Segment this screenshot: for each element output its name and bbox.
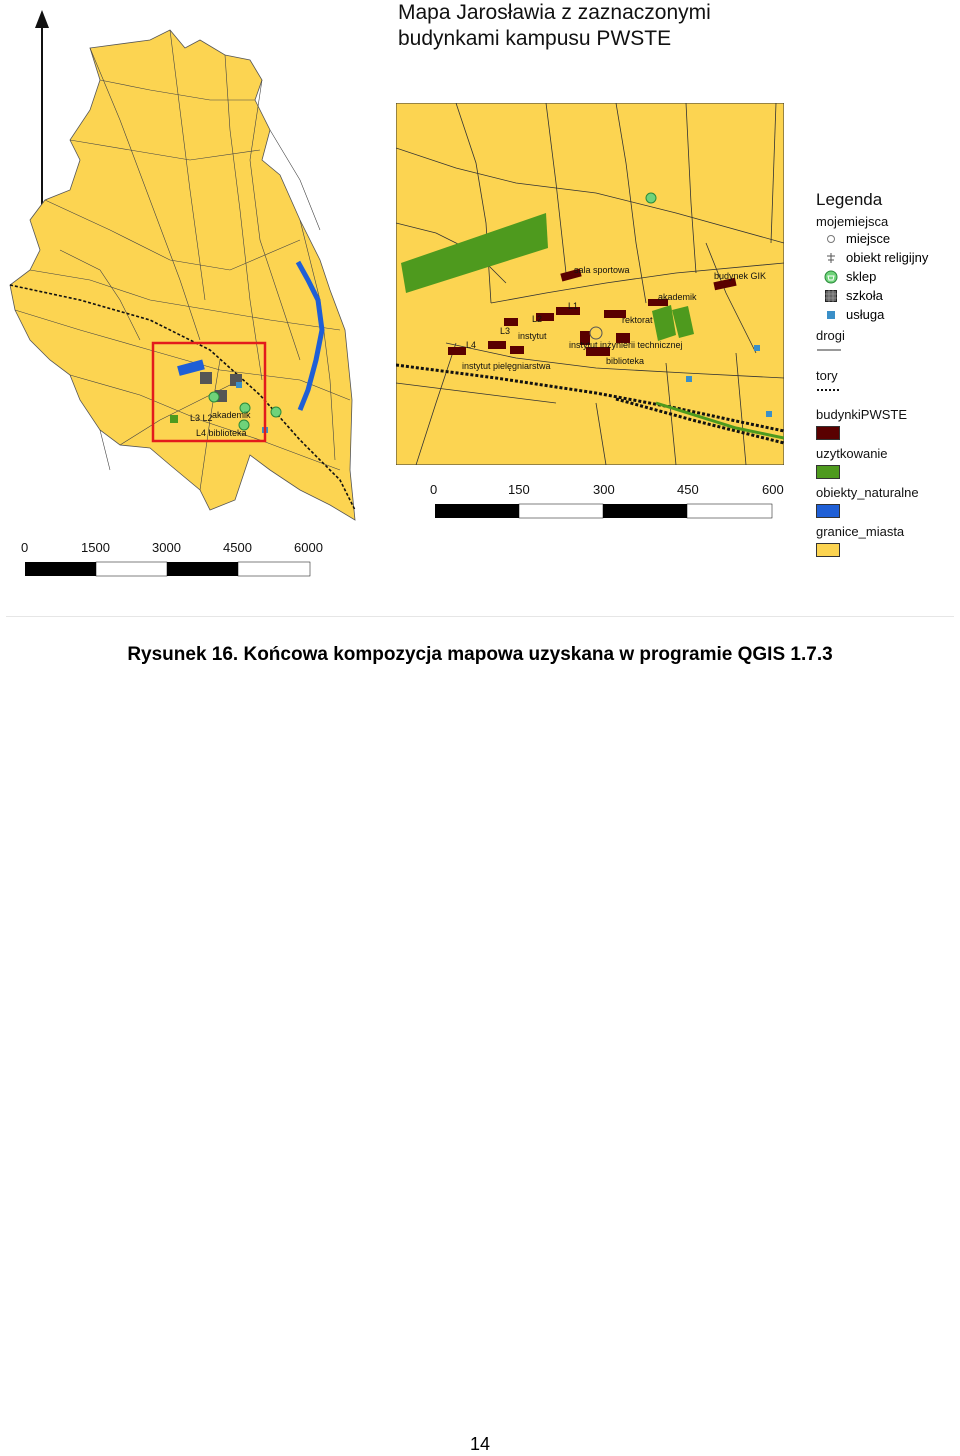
detail-scale-tick: 150 <box>508 482 530 497</box>
label-akademik: akademik <box>658 292 697 302</box>
label-sala-sportowa: sala sportowa <box>574 265 630 275</box>
circle-icon <box>820 232 842 246</box>
road-line-icon <box>816 344 842 356</box>
label-rektorat: rektorat <box>622 315 653 325</box>
figure-divider <box>6 616 954 617</box>
detail-map <box>396 103 784 465</box>
label-l3: L3 <box>500 326 511 336</box>
landuse-swatch <box>816 465 840 479</box>
label-l4: L4 <box>466 340 477 350</box>
legend-title: Legenda <box>816 190 883 209</box>
overview-label-akademik: akademik <box>212 410 251 420</box>
overview-label-l4-biblioteka: L4 biblioteka <box>196 428 247 438</box>
detail-scale-tick: 0 <box>430 482 438 497</box>
map-title-line1: Mapa Jarosławia z zaznaczonymi <box>398 1 711 24</box>
legend-layer-drogi <box>816 328 845 361</box>
service-square-icon <box>236 382 242 388</box>
label-budynek-gik: budynek GIK <box>714 271 767 281</box>
legend-layer-uzytkowanie <box>816 446 888 479</box>
legend-layer-label: granice_miasta <box>816 524 905 539</box>
school-icon <box>200 372 212 384</box>
legend-item-szkola <box>816 286 956 305</box>
legend-item-sklep <box>816 267 956 286</box>
legend-item-label: miejsce <box>846 231 891 246</box>
shop-basket-icon <box>646 193 656 203</box>
legend-item-label: obiekt religijny <box>846 250 929 265</box>
overview-map <box>0 0 370 540</box>
rail-line-icon <box>816 384 842 396</box>
legend-layer-label: obiekty_naturalne <box>816 485 919 500</box>
shop-basket-icon <box>271 407 281 417</box>
service-square-icon <box>686 376 692 382</box>
school-icon <box>820 289 842 303</box>
legend-item-label: usługa <box>846 307 885 322</box>
detail-scale-tick: 450 <box>677 482 699 497</box>
legend-group-places: mojemiejsca <box>816 214 889 229</box>
legend-layer-obiekty <box>816 485 919 518</box>
legend-item-label: sklep <box>846 269 877 284</box>
overview-scale-tick: 4500 <box>223 540 252 555</box>
legend-layer-granice <box>816 524 904 557</box>
overview-scale-tick: 0 <box>21 540 29 555</box>
label-instytut: instytut <box>518 331 547 341</box>
legend-layer-label: drogi <box>816 328 845 343</box>
label-instytut-piel: instytut pielęgniarstwa <box>462 361 551 371</box>
water-swatch <box>816 504 840 518</box>
map-title-line2: budynkami kampusu PWSTE <box>398 27 672 50</box>
service-square-icon <box>754 345 760 351</box>
detail-scale-tick: 600 <box>762 482 784 497</box>
legend <box>816 190 956 554</box>
building-swatch <box>816 426 840 440</box>
overview-scale-bar <box>18 536 338 582</box>
map-title <box>398 0 711 52</box>
detail-scale-tick: 300 <box>593 482 615 497</box>
overview-scale-tick: 1500 <box>81 540 110 555</box>
page-number: 14 <box>469 1434 491 1454</box>
legend-item-label: szkoła <box>846 288 883 303</box>
label-l1: L1 <box>568 301 579 311</box>
legend-layer-label: budynkiPWSTE <box>816 407 908 422</box>
overview-landuse <box>170 415 178 423</box>
religious-icon <box>820 251 842 265</box>
shop-basket-icon <box>820 270 842 284</box>
city-swatch <box>816 543 840 557</box>
label-biblioteka: biblioteka <box>606 356 645 366</box>
legend-item-obiekt-religijny <box>816 248 956 267</box>
legend-item-usluga <box>816 305 956 324</box>
service-square-icon <box>820 308 842 322</box>
overview-scale-tick: 3000 <box>152 540 181 555</box>
detail-scale-bar <box>426 478 786 524</box>
shop-basket-icon <box>209 392 219 402</box>
legend-item-miejsce <box>816 229 956 248</box>
overview-label-l3-l2: L3 L2 <box>190 413 213 423</box>
overview-scale-tick: 6000 <box>294 540 323 555</box>
legend-layer-tory <box>816 368 842 401</box>
legend-layer-budynki <box>816 407 907 440</box>
label-l2: L2 <box>532 314 543 324</box>
label-instytut-inz: instytut inżynierii technicznej <box>569 340 683 350</box>
figure-caption: Rysunek 16. Końcowa kompozycja mapowa uzyskana w programie QGIS 1.7.3 <box>127 644 833 665</box>
legend-layer-label: tory <box>816 368 838 383</box>
legend-layer-label: uzytkowanie <box>816 446 888 461</box>
service-square-icon <box>766 411 772 417</box>
